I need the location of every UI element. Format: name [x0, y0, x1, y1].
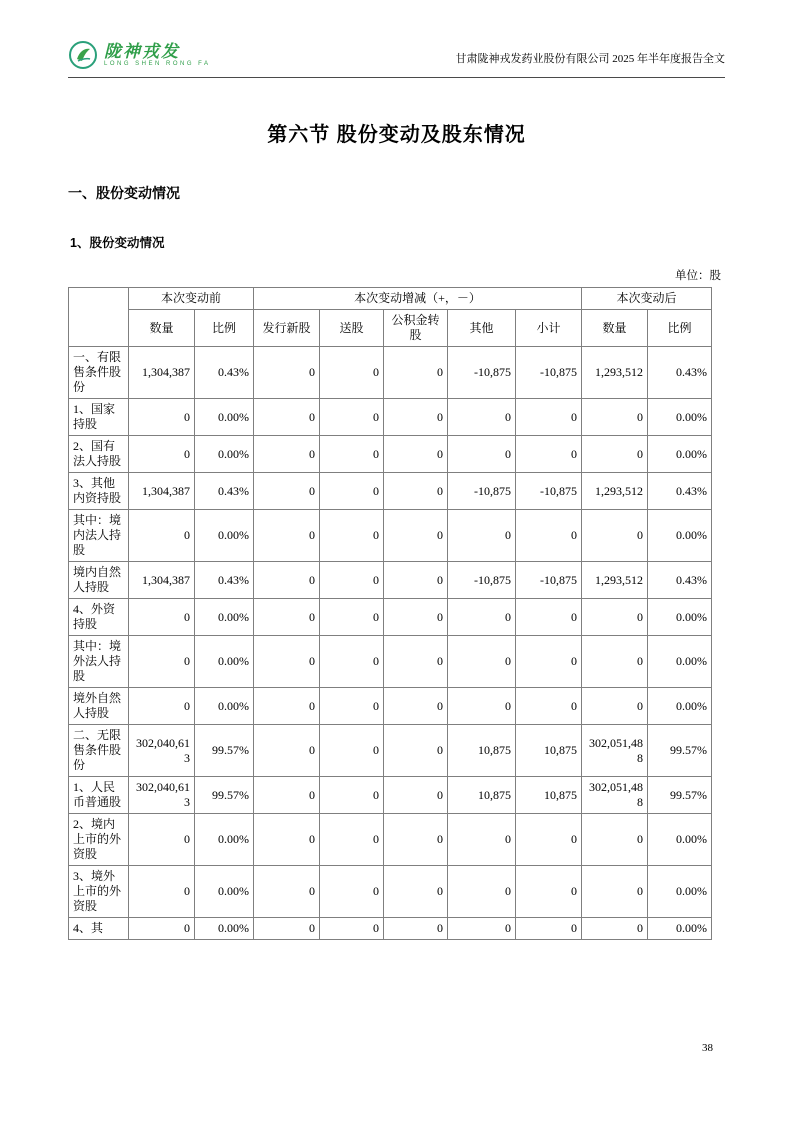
row-value: 0.00% [195, 918, 254, 940]
row-value: 0 [254, 510, 320, 562]
table-row [69, 866, 712, 918]
row-value: 0 [320, 562, 384, 599]
row-value: 0 [254, 814, 320, 866]
row-value: 0 [516, 399, 582, 436]
row-label: 3、其他内资持股 [69, 473, 129, 510]
row-value: 0 [384, 599, 448, 636]
row-value: 0.00% [195, 399, 254, 436]
row-value: 10,875 [448, 725, 516, 777]
row-label: 3、境外上市的外资股 [69, 866, 129, 918]
row-value: 0 [384, 399, 448, 436]
table-row [69, 725, 712, 777]
row-value: 0 [384, 866, 448, 918]
row-value: 0.00% [195, 436, 254, 473]
row-value: 0 [254, 866, 320, 918]
row-value: 0.43% [195, 562, 254, 599]
document-header [68, 0, 725, 70]
company-logo-text [104, 43, 211, 68]
page-number: 38 [702, 1042, 713, 1054]
row-value: -10,875 [516, 473, 582, 510]
row-value: 0 [582, 918, 648, 940]
row-value: 0.00% [648, 599, 712, 636]
row-label: 二、无限售条件股份 [69, 725, 129, 777]
row-value: 99.57% [648, 777, 712, 814]
row-value: 0 [516, 599, 582, 636]
row-value: 0.00% [648, 436, 712, 473]
row-value: 0 [384, 814, 448, 866]
row-value: 0.00% [195, 599, 254, 636]
row-value: 0 [448, 814, 516, 866]
row-value: 0 [320, 436, 384, 473]
row-value: -10,875 [516, 562, 582, 599]
row-value: 0 [320, 347, 384, 399]
row-value: 0 [129, 918, 195, 940]
row-value: 99.57% [195, 777, 254, 814]
row-value: 0 [129, 399, 195, 436]
row-value: 0 [384, 347, 448, 399]
row-value: 0 [448, 918, 516, 940]
row-label: 境外自然人持股 [69, 688, 129, 725]
col-group-after: 本次变动后 [582, 288, 712, 310]
row-value: 0.43% [648, 562, 712, 599]
row-value: 1,293,512 [582, 473, 648, 510]
row-value: 0 [320, 725, 384, 777]
row-value: 0 [129, 688, 195, 725]
row-value: 0.00% [648, 510, 712, 562]
row-value: 0 [582, 436, 648, 473]
row-value: 0.43% [648, 473, 712, 510]
table-body [69, 347, 712, 940]
stub-cell [69, 288, 129, 347]
row-value: 0 [448, 866, 516, 918]
row-value: 0 [254, 918, 320, 940]
row-value: 0 [448, 688, 516, 725]
row-label: 一、有限售条件股份 [69, 347, 129, 399]
row-value: 0.00% [195, 510, 254, 562]
header-divider [68, 77, 725, 78]
table-row [69, 399, 712, 436]
table-row [69, 562, 712, 599]
row-value: 0 [254, 725, 320, 777]
row-label: 2、境内上市的外资股 [69, 814, 129, 866]
row-value: 0 [384, 473, 448, 510]
table-row [69, 688, 712, 725]
row-value: 0 [254, 562, 320, 599]
row-value: 0 [582, 688, 648, 725]
row-value: 0.43% [195, 473, 254, 510]
row-value: 0 [384, 688, 448, 725]
row-value: 10,875 [448, 777, 516, 814]
logo-latin-name: LONG SHEN RONG FA [104, 61, 211, 68]
unit-label: 单位：股 [675, 270, 721, 282]
col-header-subtotal: 小计 [516, 310, 582, 347]
row-value: 0 [129, 599, 195, 636]
row-value: 0 [320, 688, 384, 725]
row-value: 0.43% [648, 347, 712, 399]
row-value: -10,875 [516, 347, 582, 399]
row-value: 0 [320, 636, 384, 688]
row-value: 0 [129, 814, 195, 866]
row-value: 1,304,387 [129, 562, 195, 599]
row-label: 2、国有法人持股 [69, 436, 129, 473]
logo-chinese-name: 陇神戎发 [104, 41, 180, 61]
row-value: 0 [254, 473, 320, 510]
row-value: 0 [582, 510, 648, 562]
row-value: 0 [129, 866, 195, 918]
row-value: 0 [254, 399, 320, 436]
row-value: 0.43% [195, 347, 254, 399]
table-row [69, 436, 712, 473]
row-value: 302,040,613 [129, 725, 195, 777]
row-value: 0 [129, 636, 195, 688]
row-value: 1,304,387 [129, 347, 195, 399]
row-value: -10,875 [448, 473, 516, 510]
row-value: 0 [320, 777, 384, 814]
row-value: 0.00% [648, 866, 712, 918]
row-value: 99.57% [648, 725, 712, 777]
row-value: 0.00% [648, 814, 712, 866]
row-value: 0 [384, 636, 448, 688]
row-value: 0.00% [648, 636, 712, 688]
row-value: 0 [448, 510, 516, 562]
row-value: 0 [516, 814, 582, 866]
col-header-ratio-after: 比例 [648, 310, 712, 347]
row-value: 0 [254, 347, 320, 399]
table-row [69, 347, 712, 399]
row-value: 0 [582, 814, 648, 866]
row-value: 0 [516, 918, 582, 940]
row-value: 302,051,488 [582, 725, 648, 777]
row-value: 0 [384, 510, 448, 562]
row-value: 0 [516, 688, 582, 725]
row-value: 10,875 [516, 777, 582, 814]
row-label: 其中：境外法人持股 [69, 636, 129, 688]
row-value: 0 [384, 918, 448, 940]
row-value: 0 [582, 636, 648, 688]
page-title: 第六节 股份变动及股东情况 [267, 124, 526, 146]
row-value: 0 [384, 436, 448, 473]
row-value: 0 [254, 777, 320, 814]
col-header-quantity-before: 数量 [129, 310, 195, 347]
row-value: 0 [129, 510, 195, 562]
table-row [69, 636, 712, 688]
col-group-change: 本次变动增减（+，－） [254, 288, 582, 310]
row-value: 1,304,387 [129, 473, 195, 510]
row-label: 1、国家持股 [69, 399, 129, 436]
row-value: -10,875 [448, 562, 516, 599]
table-row [69, 918, 712, 940]
row-value: 10,875 [516, 725, 582, 777]
table-row [69, 599, 712, 636]
report-header-title: 甘肃陇神戎发药业股份有限公司 2025 年半年度报告全文 [455, 53, 725, 65]
row-value: 0 [320, 510, 384, 562]
row-value: 0.00% [195, 688, 254, 725]
row-value: 0.00% [195, 866, 254, 918]
table-column-header-row [69, 310, 712, 347]
row-label: 境内自然人持股 [69, 562, 129, 599]
row-value: 99.57% [195, 725, 254, 777]
row-value: 0 [516, 866, 582, 918]
row-value: 0 [384, 562, 448, 599]
row-value: 0 [582, 399, 648, 436]
row-value: 0 [254, 436, 320, 473]
row-value: 1,293,512 [582, 347, 648, 399]
row-value: 0.00% [195, 636, 254, 688]
row-value: 0 [320, 918, 384, 940]
col-header-other: 其他 [448, 310, 516, 347]
row-label: 其中：境内法人持股 [69, 510, 129, 562]
col-header-quantity-after: 数量 [582, 310, 648, 347]
row-label: 1、人民币普通股 [69, 777, 129, 814]
col-group-before: 本次变动前 [129, 288, 254, 310]
row-value: 0 [384, 725, 448, 777]
row-label: 4、外资持股 [69, 599, 129, 636]
col-header-bonus-shares: 送股 [320, 310, 384, 347]
row-value: 0 [448, 436, 516, 473]
row-value: 0.00% [648, 918, 712, 940]
company-logo [68, 40, 211, 70]
row-value: 0 [516, 636, 582, 688]
row-value: 0.00% [195, 814, 254, 866]
col-header-reserve-conversion: 公积金转股 [384, 310, 448, 347]
col-header-new-issue: 发行新股 [254, 310, 320, 347]
row-value: 0 [582, 866, 648, 918]
row-value: 0 [320, 473, 384, 510]
row-value: 0 [129, 436, 195, 473]
row-value: 0 [448, 636, 516, 688]
row-value: 0 [254, 688, 320, 725]
table-row [69, 510, 712, 562]
table-row [69, 473, 712, 510]
row-value: 0 [516, 436, 582, 473]
row-value: 0.00% [648, 688, 712, 725]
row-value: 0 [384, 777, 448, 814]
row-value: 0 [320, 399, 384, 436]
table-row [69, 814, 712, 866]
row-value: 0 [582, 599, 648, 636]
table-row [69, 777, 712, 814]
section-heading: 一、股份变动情况 [68, 185, 180, 201]
row-value: 0 [320, 814, 384, 866]
row-value: 302,051,488 [582, 777, 648, 814]
row-value: 0 [254, 599, 320, 636]
row-value: 0 [320, 599, 384, 636]
row-value: -10,875 [448, 347, 516, 399]
table-group-header-row [69, 288, 712, 310]
share-change-table [68, 287, 712, 940]
subsection-heading: 1、股份变动情况 [70, 236, 165, 250]
row-value: 0 [448, 599, 516, 636]
col-header-ratio-before: 比例 [195, 310, 254, 347]
row-value: 0 [516, 510, 582, 562]
row-value: 0 [320, 866, 384, 918]
row-value: 302,040,613 [129, 777, 195, 814]
row-value: 0 [254, 636, 320, 688]
row-value: 1,293,512 [582, 562, 648, 599]
row-value: 0 [448, 399, 516, 436]
row-label: 4、其 [69, 918, 129, 940]
row-value: 0.00% [648, 399, 712, 436]
company-logo-icon [68, 40, 98, 70]
